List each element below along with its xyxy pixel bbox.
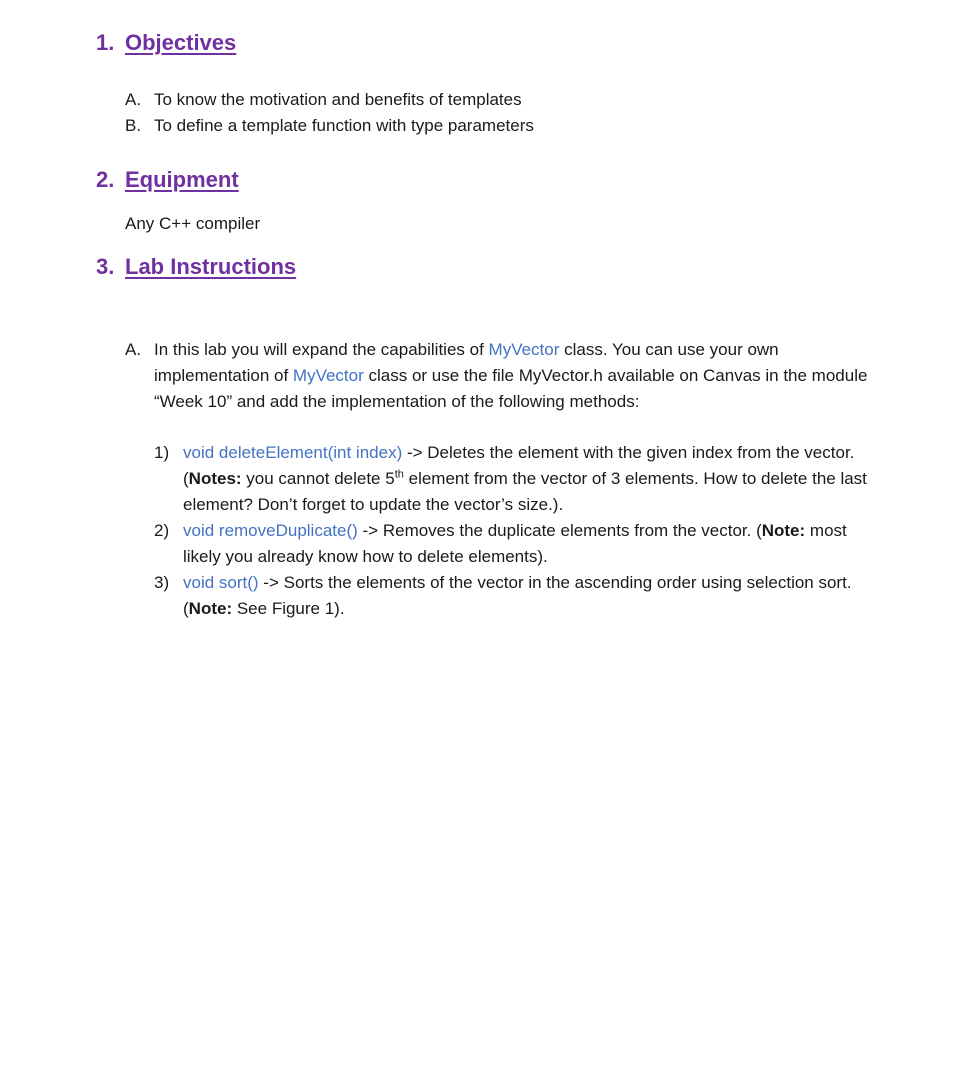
list-marker: 1) bbox=[154, 443, 170, 462]
section-number: 1. bbox=[96, 30, 115, 55]
list-marker: 3) bbox=[154, 573, 170, 592]
methods-list bbox=[154, 440, 874, 622]
text-run: class or use the file MyVector.h available on Canvas in the module “Week 10” and add the implementation of the following methods: bbox=[154, 366, 868, 411]
instruction-item bbox=[125, 337, 870, 415]
section-number: 3. bbox=[96, 254, 115, 279]
text-run: In this lab you will expand the capabilities of bbox=[154, 340, 489, 359]
instruction-text bbox=[125, 337, 870, 415]
list-item-text: To know the motivation and benefits of templates bbox=[154, 90, 522, 109]
note-text: you cannot delete 5 bbox=[241, 469, 395, 488]
method-description: -> Removes the duplicate elements from the vector. ( bbox=[357, 521, 762, 540]
class-name: MyVector bbox=[292, 366, 364, 385]
method-description: -> Deletes the element with the given index from the vector. ( bbox=[183, 443, 855, 488]
section-title: Lab Instructions bbox=[125, 254, 297, 279]
section-title: Objectives bbox=[125, 30, 237, 55]
objectives-list bbox=[125, 87, 534, 139]
method-item bbox=[154, 440, 874, 518]
method-signature: void removeDuplicate() bbox=[183, 521, 358, 540]
list-marker: A. bbox=[125, 340, 142, 359]
method-signature: void sort() bbox=[183, 573, 259, 592]
section-heading-lab-instructions bbox=[96, 254, 296, 280]
note-text: See Figure 1). bbox=[232, 599, 345, 618]
ordinal-suffix: th bbox=[394, 468, 404, 481]
note-text: most likely you already know how to delete elements). bbox=[183, 521, 847, 566]
method-signature: void deleteElement(int index) bbox=[183, 443, 403, 462]
method-item bbox=[154, 518, 874, 570]
class-name: MyVector bbox=[488, 340, 560, 359]
section-title: Equipment bbox=[125, 167, 239, 192]
list-marker: B. bbox=[125, 116, 142, 135]
note-label: Note: bbox=[188, 599, 233, 618]
section-number: 2. bbox=[96, 167, 115, 192]
note-label: Note: bbox=[761, 521, 806, 540]
method-item bbox=[154, 570, 874, 622]
equipment-text: Any C++ compiler bbox=[125, 214, 261, 233]
method-description: -> Sorts the elements of the vector in the ascending order using selection sort. ( bbox=[183, 573, 852, 618]
section-heading-equipment bbox=[96, 167, 239, 193]
list-marker: 2) bbox=[154, 521, 170, 540]
note-text: element from the vector of 3 elements. How to delete the last element? Don’t forget to update the vector’s size.). bbox=[183, 469, 867, 514]
section-heading-objectives bbox=[96, 30, 236, 56]
text-run: class. You can use your own implementation of bbox=[154, 340, 779, 385]
list-item bbox=[125, 113, 534, 139]
list-marker: A. bbox=[125, 90, 142, 109]
note-label: Notes: bbox=[188, 469, 242, 488]
list-item bbox=[125, 87, 534, 113]
list-item-text: To define a template function with type parameters bbox=[154, 116, 534, 135]
